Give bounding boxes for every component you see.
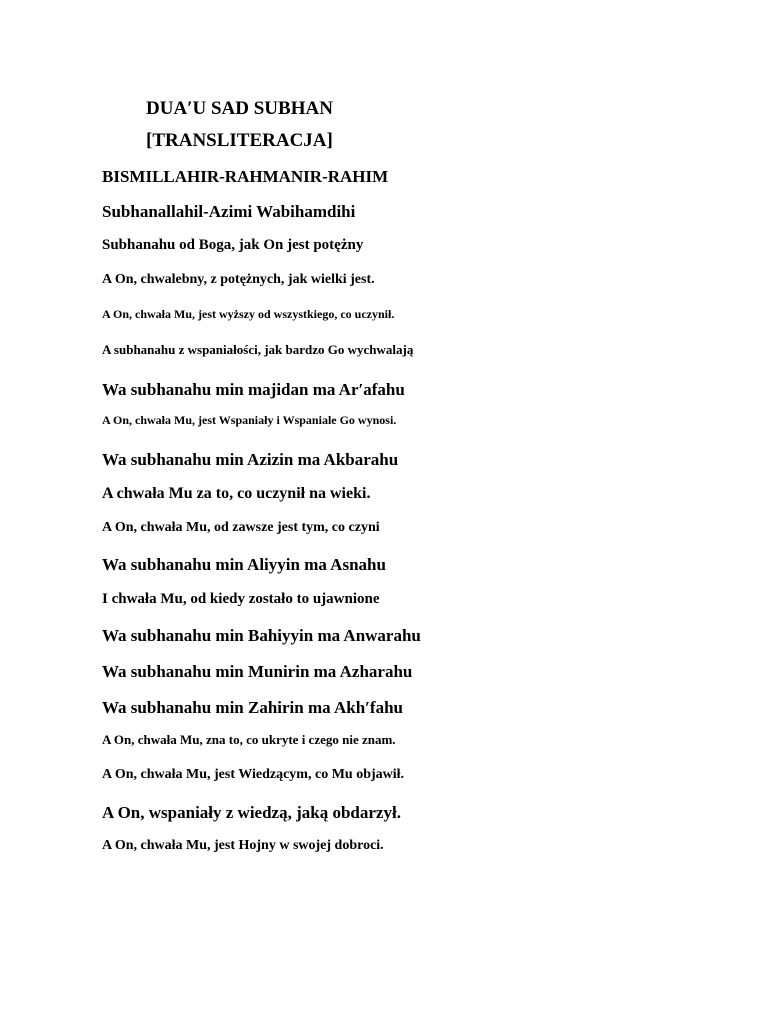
text-line: Wa subhanahu min Azizin ma Akbarahu: [102, 450, 399, 469]
text-line: Subhanallahil-Azimi Wabihamdihi: [102, 202, 356, 221]
text-line: A On, chwała Mu, jest Wspaniały i Wspaniale Go wynosi.: [102, 413, 397, 427]
text-line: Subhanahu od Boga, jak On jest potężny: [102, 237, 364, 253]
text-line: Wa subhanahu min majidan ma Arʹafahu: [102, 380, 405, 399]
text-line: Wa subhanahu min Aliyyin ma Asnahu: [102, 555, 386, 574]
document-subtitle: [TRANSLITERACJA]: [146, 130, 333, 151]
text-line: A On, wspaniały z wiedzą, jaką obdarzył.: [102, 803, 401, 822]
text-line: A On, chwała Mu, od zawsze jest tym, co czyni: [102, 520, 380, 535]
text-line: BISMILLAHIR-RAHMANIR-RAHIM: [102, 167, 389, 186]
text-line: Wa subhanahu min Munirin ma Azharahu: [102, 662, 413, 681]
document-title: DUAʹU SAD SUBHAN: [146, 98, 333, 119]
text-line: A subhanahu z wspaniałości, jak bardzo Go wychwalają: [102, 342, 414, 357]
text-line: A On, chwała Mu, zna to, co ukryte i czego nie znam.: [102, 732, 396, 747]
text-line: A On, chwała Mu, jest Hojny w swojej dobroci.: [102, 838, 384, 853]
text-line: Wa subhanahu min Zahirin ma Akhʹfahu: [102, 698, 403, 717]
text-line: A chwała Mu za to, co uczynił na wieki.: [102, 485, 371, 502]
text-line: I chwała Mu, od kiedy zostało to ujawnione: [102, 591, 380, 607]
text-line: A On, chwalebny, z potężnych, jak wielki jest.: [102, 272, 375, 287]
text-line: Wa subhanahu min Bahiyyin ma Anwarahu: [102, 626, 421, 645]
text-line: A On, chwała Mu, jest Wiedzącym, co Mu objawił.: [102, 767, 405, 782]
text-line: A On, chwała Mu, jest wyższy od wszystkiego, co uczynił.: [102, 307, 395, 321]
